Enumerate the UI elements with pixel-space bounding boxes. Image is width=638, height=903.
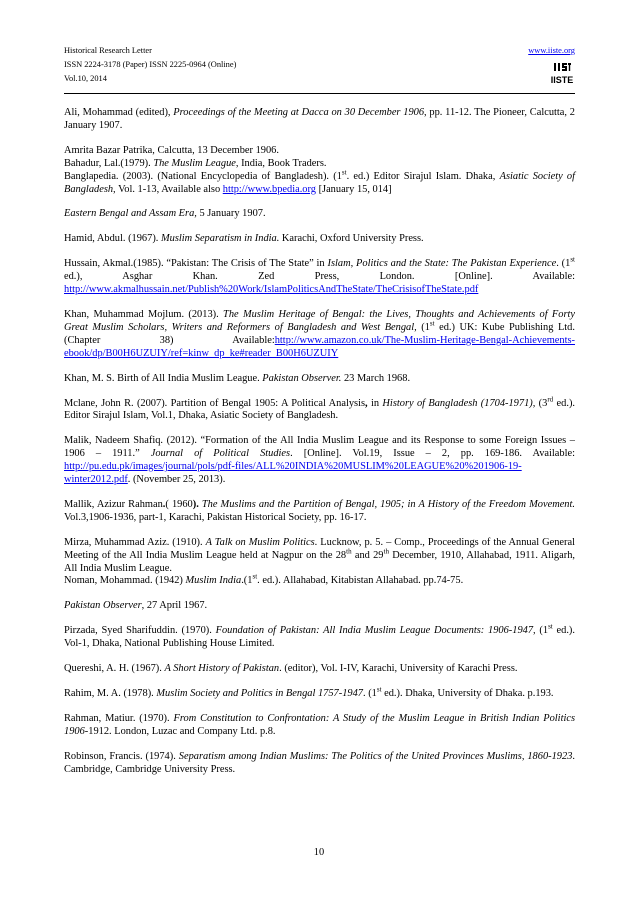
journal-name: Historical Research Letter [64, 46, 152, 55]
ordinal-suffix: st [429, 319, 435, 328]
iiste-logo [551, 61, 573, 87]
ordinal-suffix: st [376, 685, 382, 694]
reference-entry [64, 395, 575, 424]
reference-text: , India, Book Traders. [235, 157, 327, 169]
reference-title: Journal of Political Studies [150, 448, 291, 460]
reference-text: Mclane, John R. (2007). Partition of Bengal 1905: A Political Analysis [64, 397, 366, 409]
reference-entry [64, 107, 575, 133]
reference-entry [64, 600, 575, 613]
reference-text: (1 [416, 321, 430, 333]
reference-text: ed.). Editor Sirajul Islam, Vol.1, Dhaka, Asiatic Society of Bangladesh. [64, 397, 575, 422]
reference-text: December, 1910, Allahabad, 1911. Aligarh, All India Muslim League. [64, 549, 575, 574]
reference-text: . [Online]. Vol.19, Issue – 2, pp. 169-186. Available: [290, 448, 576, 460]
reference-title: The Muslims and the Partition of Bengal, 1905; in A History of the Freedom Movement. [201, 498, 575, 510]
reference-text: Hamid, Abdul. (1967). [64, 233, 161, 245]
reference-entry [64, 168, 576, 197]
reference-text: in [367, 397, 383, 409]
reference-link[interactable]: http://www.amazon.co.uk/The-Muslim-Heritage-Bengal-Achievements-ebook/dp/B00H6UZUIY/ref=kinw_dp_ke#reader_B00H6UZUIY [64, 334, 575, 359]
ordinal-suffix: th [346, 547, 352, 556]
reference-text: . Lucknow, p. 5. – Comp., Proceedings of the Annual General Meeting of the All India Muslim League held at Nagpur on the 28 [64, 536, 575, 561]
reference-text: Hussain, Akmal.(1985). “Pakistan: The Crisis of The State” in [64, 258, 328, 270]
reference-punctuation: , [365, 397, 368, 409]
reference-title: Muslim India [185, 575, 242, 587]
reference-entry [64, 499, 575, 525]
header-divider [64, 93, 575, 94]
reference-text: , 27 April 1967. [141, 600, 208, 612]
reference-text: . (November 25, 2013). [127, 474, 226, 486]
reference-title: Pakistan Observer [64, 600, 142, 612]
reference-entry [64, 663, 575, 676]
reference-text: .(1 [241, 575, 253, 587]
reference-text: Mallik, Azizur Rahman [64, 498, 163, 510]
reference-title: History of Bangladesh (1704-1971), [382, 397, 536, 409]
reference-text: (1 [535, 625, 549, 637]
reference-text: 23 March 1968. [341, 372, 411, 384]
reference-entry [64, 685, 575, 701]
reference-text: Malik, Nadeem Shafiq. (2012). “Formation of the All India Muslim League and its Response to some Foreign Issues – 1906 – 1911.” [64, 435, 575, 460]
reference-punctuation: ). [192, 498, 199, 510]
reference-link[interactable]: http://pu.edu.pk/images/journal/pols/pdf-files/ALL%20INDIA%20MUSLIM%20LEAGUE%20%201906-19-winter2012.pdf [64, 461, 522, 486]
reference-title: Foundation of Pakistan: All India Muslim League Documents: 1906-1947, [215, 625, 536, 637]
reference-text: . ed.) Editor Sirajul Islam. Dhaka, [346, 170, 500, 182]
reference-text: Pirzada, Syed Sharifuddin. (1970). [64, 625, 216, 637]
reference-entry [64, 373, 575, 386]
reference-text: Khan, M. S. Birth of All India Muslim League. [64, 372, 263, 384]
reference-text: ed.). Dhaka, University of Dhaka. p.193. [381, 688, 554, 699]
reference-entry [64, 309, 575, 361]
reference-text: . (editor), Vol. I-IV, Karachi, University of Karachi Press. [279, 663, 518, 675]
reference-entry [64, 537, 575, 576]
reference-entry [64, 713, 575, 739]
reference-title: Separatism among Indian Muslims: The Politics of the United Provinces Muslims, 1860-1923 [178, 750, 573, 762]
page-number: 10 [313, 847, 325, 858]
ordinal-suffix: rd [547, 395, 554, 404]
reference-text: and 29 [351, 549, 384, 561]
reference-punctuation: . [162, 498, 166, 510]
reference-entry [64, 575, 575, 588]
reference-entry [64, 208, 575, 221]
reference-title: The Muslim Heritage of Bengal: the Lives, Thoughts and Achievements of Forty Great Muslim Scholars, Writers and Reformers of Bangladesh and West Bengal, [64, 308, 575, 333]
reference-title: The Muslim League [153, 157, 236, 169]
logo-lettering: IISTE [551, 75, 573, 85]
reference-entry [64, 255, 575, 297]
reference-text: . ed.). Allahabad, Kitabistan Allahabad. pp.74-75. [257, 575, 464, 587]
page-header [64, 44, 575, 94]
reference-text: Vol.3,1906-1936, part-1, Karachi, Pakistan Historical Society, pp. 16-17. [64, 511, 367, 523]
reference-text: (3 [535, 397, 548, 409]
ordinal-suffix: th [383, 547, 389, 556]
reference-title: Muslim Society and Politics in Bengal 1757-1947 [156, 688, 363, 699]
reference-text: Khan, Muhammad Mojlum. (2013). [64, 308, 224, 320]
reference-title: Pakistan Observer. [262, 372, 342, 384]
reference-entry [64, 622, 575, 651]
reference-title: A Talk on Muslim Politics [205, 536, 315, 548]
reference-text: Ali, Mohammad (edited), [64, 107, 174, 118]
reference-text: Rahman, Matiur. (1970). [64, 712, 174, 724]
reference-text: ed.). Vol-1, Dhaka, National Publishing House Limited. [64, 625, 575, 650]
reference-text: ed.) UK: Kube Publishing Ltd. (Chapter 38) Available: [64, 321, 575, 346]
reference-list [64, 107, 575, 789]
ordinal-suffix: st [548, 622, 553, 631]
ordinal-suffix: st [570, 255, 575, 264]
reference-entry [64, 145, 575, 158]
reference-title: Proceedings of the Meeting at Dacca on 30 December 1906 [173, 107, 425, 118]
reference-text: Banglapedia. (2003). (National Encyclopedia of Bangladesh). (1 [64, 170, 342, 182]
reference-title: A Short History of Pakistan [164, 663, 280, 675]
reference-text: [January 15, 014] [315, 183, 392, 195]
reference-text: Karachi, Oxford University Press. [279, 233, 424, 245]
reference-text: Quereshi, A. H. (1967). [64, 663, 165, 675]
reference-title: Asiatic Society of Bangladesh, [64, 170, 576, 195]
reference-text: Noman, Mohammad. (1942) [64, 575, 186, 587]
reference-entry [64, 751, 575, 777]
ordinal-suffix: st [341, 168, 347, 177]
journal-url-link[interactable]: www.iiste.org [528, 46, 575, 55]
reference-entry [64, 233, 575, 246]
ordinal-suffix: st [252, 573, 258, 581]
reference-text: Bahadur, Lal.(1979). [64, 157, 154, 169]
reference-text: 1912. London, Luzac and Company Ltd. p.8. [88, 725, 276, 737]
reference-text: , pp. 11-12. The Pioneer, Calcutta, 2 January 1907. [64, 107, 575, 131]
reference-text: Vol. 1-13, Available also [115, 183, 223, 195]
reference-text: ( 1960 [165, 498, 193, 510]
reference-link[interactable]: http://www.bpedia.org [222, 183, 316, 195]
reference-title: Muslim Separatism in India. [160, 233, 280, 245]
reference-text: Amrita Bazar Patrika, Calcutta, 13 December 1906. [64, 144, 279, 156]
reference-text: Mirza, Muhammad Aziz. (1910). [64, 536, 206, 548]
issn-line: ISSN 2224-3178 (Paper) ISSN 2225-0964 (Online) [64, 60, 237, 69]
reference-title: Eastern Bengal and Assam Era, [64, 208, 197, 220]
volume-line: Vol.10, 2014 [64, 74, 107, 83]
reference-text: Rahim, M. A. (1978). [64, 688, 157, 699]
reference-title: Islam, Politics and the State: The Pakistan Experience [327, 258, 557, 270]
reference-entry [64, 435, 575, 487]
reference-text: . (1 [556, 258, 571, 270]
reference-title: From Constitution to Confrontation: A Study of the Muslim League in British Indian Politics 1906- [64, 712, 575, 737]
reference-text: . (1 [363, 688, 377, 699]
reference-entry [64, 158, 575, 171]
reference-link[interactable]: http://www.akmalhussain.net/Publish%20Work/IslamPoliticsAndTheState/TheCrisisofTheState.pdf [64, 284, 479, 296]
reference-text: ed.), Asghar Khan. Zed Press, London. [Online]. Available: [64, 271, 575, 283]
reference-text: Robinson, Francis. (1974). [64, 750, 179, 762]
reference-text: . Cambridge, Cambridge University Press. [64, 750, 575, 775]
reference-text: 5 January 1907. [196, 208, 266, 220]
